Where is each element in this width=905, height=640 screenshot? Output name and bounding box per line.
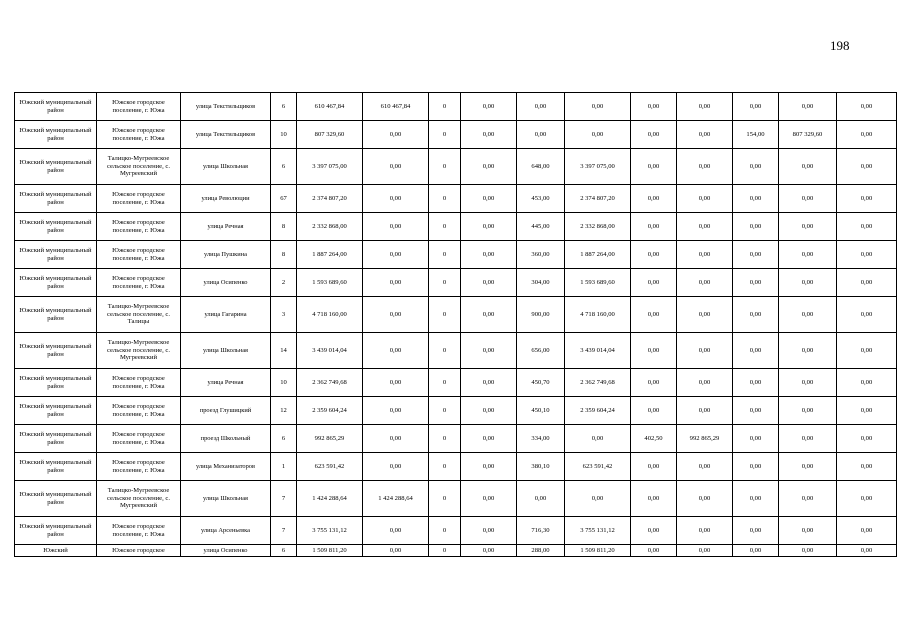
cell-cost-c: 623 591,42 [565,453,631,481]
cell-district: Южский муниципальный район [15,121,97,149]
cell-cost-f: 0,00 [837,517,897,545]
cell-cost-d: 0,00 [677,269,733,297]
cell-cost-c: 0,00 [565,425,631,453]
cell-cost-c: 4 718 160,00 [565,297,631,333]
cell-street: улица Школьная [181,149,271,185]
cell-cost-e: 0,00 [779,397,837,425]
cell-street: улица Революции [181,185,271,213]
cell-district: Южский муниципальный район [15,149,97,185]
cell-count: 0 [429,269,461,297]
cell-cost-e: 807 329,60 [779,121,837,149]
cell-settlement: Южское городское поселение, г. Южа [97,241,181,269]
cell-settlement: Талицко-Мугреевское сельское поселение, с. Мугреевский [97,481,181,517]
cell-total-cost: 2 362 749,68 [297,369,363,397]
cell-total-cost: 2 332 868,00 [297,213,363,241]
cell-total-cost: 1 424 288,64 [297,481,363,517]
cell-cost-e: 0,00 [779,453,837,481]
cell-settlement: Южское городское поселение, г. Южа [97,269,181,297]
cell-area-a: 0,00 [517,121,565,149]
cell-area-c: 0,00 [733,93,779,121]
cell-area-c: 0,00 [733,481,779,517]
cell-area-c: 0,00 [733,297,779,333]
cell-total-cost: 1 509 811,20 [297,545,363,557]
cell-area-a: 656,00 [517,333,565,369]
cell-area-a: 450,70 [517,369,565,397]
page-number: 198 [830,38,850,53]
cell-settlement: Южское городское поселение, г. Южа [97,121,181,149]
cell-area-a: 334,00 [517,425,565,453]
table-row [15,369,897,397]
cell-district: Южский муниципальный район [15,241,97,269]
cell-cost-a: 0,00 [363,369,429,397]
cell-cost-e: 0,00 [779,185,837,213]
cell-area-b: 0,00 [631,397,677,425]
cell-street: проезд Глушицкий [181,397,271,425]
cell-area-a: 453,00 [517,185,565,213]
cell-cost-e: 0,00 [779,269,837,297]
cell-cost-f: 0,00 [837,93,897,121]
cell-cost-c: 0,00 [565,481,631,517]
table-row [15,297,897,333]
cell-area-b: 0,00 [631,545,677,557]
cell-settlement: Южское городское поселение, г. Южа [97,185,181,213]
cell-house-number: 2 [271,269,297,297]
cell-cost-d: 0,00 [677,297,733,333]
cell-total-cost: 807 329,60 [297,121,363,149]
cell-cost-c: 2 359 604,24 [565,397,631,425]
cell-cost-f: 0,00 [837,269,897,297]
cell-area-c: 0,00 [733,545,779,557]
cell-cost-d: 0,00 [677,213,733,241]
cell-cost-b: 0,00 [461,269,517,297]
cell-area-b: 0,00 [631,481,677,517]
cell-area-b: 0,00 [631,517,677,545]
cell-area-b: 0,00 [631,333,677,369]
table-row [15,185,897,213]
cell-cost-f: 0,00 [837,397,897,425]
cell-area-a: 0,00 [517,93,565,121]
cell-area-a: 648,00 [517,149,565,185]
cell-cost-f: 0,00 [837,453,897,481]
cell-total-cost: 4 718 160,00 [297,297,363,333]
cell-area-b: 0,00 [631,213,677,241]
cell-cost-f: 0,00 [837,545,897,557]
cell-cost-a: 0,00 [363,185,429,213]
cell-area-b: 0,00 [631,269,677,297]
cell-count: 0 [429,333,461,369]
cell-total-cost: 3 439 014,04 [297,333,363,369]
cell-cost-b: 0,00 [461,149,517,185]
cell-cost-a: 0,00 [363,241,429,269]
cell-cost-e: 0,00 [779,545,837,557]
table-row [15,149,897,185]
table-row [15,397,897,425]
cell-area-c: 0,00 [733,425,779,453]
cell-cost-a: 0,00 [363,425,429,453]
cell-house-number: 8 [271,213,297,241]
cell-district: Южский муниципальный район [15,269,97,297]
cell-area-b: 0,00 [631,297,677,333]
cell-street: улица Арсеньевка [181,517,271,545]
cell-area-c: 0,00 [733,517,779,545]
cell-district: Южский муниципальный район [15,333,97,369]
table-row [15,269,897,297]
cell-cost-e: 0,00 [779,481,837,517]
cell-cost-a: 0,00 [363,517,429,545]
cell-cost-e: 0,00 [779,149,837,185]
cell-cost-a: 0,00 [363,397,429,425]
cell-cost-f: 0,00 [837,369,897,397]
cell-settlement: Южское городское поселение, г. Южа [97,213,181,241]
cell-cost-a: 0,00 [363,213,429,241]
cell-cost-c: 2 332 868,00 [565,213,631,241]
cell-cost-b: 0,00 [461,369,517,397]
cell-cost-e: 0,00 [779,517,837,545]
cell-cost-e: 0,00 [779,93,837,121]
cell-cost-b: 0,00 [461,333,517,369]
table-row [15,517,897,545]
cell-settlement: Южское городское поселение, г. Южа [97,397,181,425]
cell-settlement: Южское городское [97,545,181,557]
cell-area-b: 0,00 [631,241,677,269]
table-row [15,453,897,481]
cell-area-b: 0,00 [631,149,677,185]
cell-street: улица Гагарина [181,297,271,333]
cell-cost-d: 0,00 [677,333,733,369]
cell-cost-c: 0,00 [565,93,631,121]
cell-house-number: 6 [271,93,297,121]
table-row [15,93,897,121]
cell-cost-a: 0,00 [363,121,429,149]
cell-street: улица Осипенко [181,269,271,297]
cell-cost-c: 1 509 811,20 [565,545,631,557]
cell-cost-f: 0,00 [837,213,897,241]
cell-district: Южский муниципальный район [15,397,97,425]
cell-cost-e: 0,00 [779,425,837,453]
cell-count: 0 [429,369,461,397]
cell-house-number: 67 [271,185,297,213]
cell-area-a: 304,00 [517,269,565,297]
cell-district: Южский муниципальный район [15,93,97,121]
cell-area-c: 0,00 [733,241,779,269]
cell-cost-b: 0,00 [461,297,517,333]
cell-count: 0 [429,297,461,333]
cell-cost-d: 0,00 [677,241,733,269]
cell-total-cost: 623 591,42 [297,453,363,481]
cell-cost-e: 0,00 [779,369,837,397]
cell-cost-b: 0,00 [461,93,517,121]
cell-cost-b: 0,00 [461,185,517,213]
cell-cost-d: 992 865,29 [677,425,733,453]
cell-house-number: 3 [271,297,297,333]
cell-area-a: 445,00 [517,213,565,241]
cell-cost-b: 0,00 [461,397,517,425]
cell-area-c: 0,00 [733,185,779,213]
cell-cost-f: 0,00 [837,121,897,149]
cell-cost-c: 1 887 264,00 [565,241,631,269]
cell-house-number: 10 [271,121,297,149]
table-row [15,213,897,241]
cell-count: 0 [429,185,461,213]
cell-house-number: 6 [271,425,297,453]
cell-area-c: 0,00 [733,369,779,397]
cell-cost-e: 0,00 [779,241,837,269]
cell-cost-b: 0,00 [461,481,517,517]
cell-street: улица Текстильщиков [181,121,271,149]
cell-cost-f: 0,00 [837,333,897,369]
cell-area-b: 0,00 [631,185,677,213]
cell-area-a: 380,10 [517,453,565,481]
registry-table [14,92,897,557]
cell-cost-c: 3 397 075,00 [565,149,631,185]
cell-district: Южский муниципальный район [15,517,97,545]
cell-cost-c: 2 374 807,20 [565,185,631,213]
cell-settlement: Южское городское поселение, г. Южа [97,93,181,121]
cell-count: 0 [429,213,461,241]
cell-area-c: 0,00 [733,397,779,425]
cell-settlement: Талицко-Мугреевское сельское поселение, с. Мугреевский [97,149,181,185]
cell-settlement: Талицко-Мугреевское сельское поселение, с. Талицы [97,297,181,333]
cell-count: 0 [429,121,461,149]
cell-count: 0 [429,149,461,185]
cell-cost-d: 0,00 [677,369,733,397]
table-row [15,425,897,453]
cell-cost-a: 0,00 [363,149,429,185]
cell-district: Южский муниципальный район [15,425,97,453]
cell-total-cost: 992 865,29 [297,425,363,453]
cell-house-number: 12 [271,397,297,425]
cell-cost-b: 0,00 [461,121,517,149]
cell-street: улица Речная [181,369,271,397]
cell-count: 0 [429,481,461,517]
cell-area-c: 0,00 [733,333,779,369]
cell-area-a: 360,00 [517,241,565,269]
cell-cost-d: 0,00 [677,185,733,213]
cell-district: Южский муниципальный район [15,185,97,213]
table-row [15,481,897,517]
cell-total-cost: 610 467,84 [297,93,363,121]
cell-district: Южский муниципальный район [15,213,97,241]
cell-area-a: 450,10 [517,397,565,425]
cell-area-c: 0,00 [733,453,779,481]
cell-cost-f: 0,00 [837,149,897,185]
cell-cost-d: 0,00 [677,545,733,557]
cell-house-number: 7 [271,517,297,545]
cell-cost-b: 0,00 [461,425,517,453]
cell-street: улица Осипенко [181,545,271,557]
cell-cost-a: 1 424 288,64 [363,481,429,517]
cell-settlement: Южское городское поселение, г. Южа [97,453,181,481]
cell-total-cost: 1 593 689,60 [297,269,363,297]
cell-cost-d: 0,00 [677,149,733,185]
cell-total-cost: 3 755 131,12 [297,517,363,545]
cell-area-a: 0,00 [517,481,565,517]
cell-street: проезд Школьный [181,425,271,453]
cell-total-cost: 2 359 604,24 [297,397,363,425]
cell-cost-d: 0,00 [677,517,733,545]
cell-cost-f: 0,00 [837,185,897,213]
cell-count: 0 [429,453,461,481]
cell-cost-b: 0,00 [461,241,517,269]
table-row [15,545,897,557]
cell-house-number: 6 [271,149,297,185]
cell-cost-a: 0,00 [363,453,429,481]
cell-settlement: Южское городское поселение, г. Южа [97,517,181,545]
cell-cost-c: 1 593 689,60 [565,269,631,297]
cell-cost-a: 610 467,84 [363,93,429,121]
cell-cost-a: 0,00 [363,545,429,557]
cell-cost-d: 0,00 [677,121,733,149]
cell-district: Южский муниципальный район [15,369,97,397]
table-body [15,93,897,557]
cell-settlement: Южское городское поселение, г. Южа [97,425,181,453]
cell-cost-d: 0,00 [677,453,733,481]
cell-area-a: 288,00 [517,545,565,557]
cell-street: улица Механизаторов [181,453,271,481]
table-row [15,241,897,269]
cell-area-b: 0,00 [631,369,677,397]
cell-cost-a: 0,00 [363,333,429,369]
cell-cost-f: 0,00 [837,481,897,517]
cell-cost-f: 0,00 [837,425,897,453]
cell-area-a: 900,00 [517,297,565,333]
cell-house-number: 10 [271,369,297,397]
cell-count: 0 [429,93,461,121]
cell-house-number: 1 [271,453,297,481]
cell-cost-d: 0,00 [677,93,733,121]
cell-house-number: 7 [271,481,297,517]
cell-cost-f: 0,00 [837,297,897,333]
cell-count: 0 [429,397,461,425]
cell-cost-b: 0,00 [461,517,517,545]
cell-street: улица Речная [181,213,271,241]
cell-total-cost: 3 397 075,00 [297,149,363,185]
cell-cost-c: 3 439 014,04 [565,333,631,369]
cell-district: Южский муниципальный район [15,297,97,333]
cell-area-c: 0,00 [733,149,779,185]
table-row [15,333,897,369]
cell-area-a: 716,30 [517,517,565,545]
cell-cost-b: 0,00 [461,545,517,557]
cell-cost-e: 0,00 [779,213,837,241]
cell-street: улица Школьная [181,333,271,369]
cell-count: 0 [429,425,461,453]
cell-cost-b: 0,00 [461,453,517,481]
cell-district: Южский [15,545,97,557]
cell-area-c: 154,00 [733,121,779,149]
cell-house-number: 8 [271,241,297,269]
cell-cost-c: 2 362 749,68 [565,369,631,397]
cell-street: улица Пушкина [181,241,271,269]
cell-count: 0 [429,241,461,269]
cell-total-cost: 2 374 807,20 [297,185,363,213]
cell-area-b: 0,00 [631,453,677,481]
cell-settlement: Южское городское поселение, г. Южа [97,369,181,397]
cell-count: 0 [429,545,461,557]
cell-district: Южский муниципальный район [15,453,97,481]
cell-cost-d: 0,00 [677,481,733,517]
cell-street: улица Школьная [181,481,271,517]
cell-cost-b: 0,00 [461,213,517,241]
cell-cost-c: 0,00 [565,121,631,149]
cell-area-c: 0,00 [733,213,779,241]
cell-cost-c: 3 755 131,12 [565,517,631,545]
table-row [15,121,897,149]
cell-area-c: 0,00 [733,269,779,297]
cell-house-number: 14 [271,333,297,369]
cell-settlement: Талицко-Мугреевское сельское поселение, с. Мугреевский [97,333,181,369]
cell-area-b: 0,00 [631,93,677,121]
cell-cost-d: 0,00 [677,397,733,425]
cell-area-b: 0,00 [631,121,677,149]
cell-cost-e: 0,00 [779,297,837,333]
cell-total-cost: 1 887 264,00 [297,241,363,269]
cell-cost-e: 0,00 [779,333,837,369]
cell-area-b: 402,50 [631,425,677,453]
cell-street: улица Текстильщиков [181,93,271,121]
cell-count: 0 [429,517,461,545]
cell-house-number: 6 [271,545,297,557]
cell-cost-f: 0,00 [837,241,897,269]
cell-cost-a: 0,00 [363,269,429,297]
cell-district: Южский муниципальный район [15,481,97,517]
cell-cost-a: 0,00 [363,297,429,333]
